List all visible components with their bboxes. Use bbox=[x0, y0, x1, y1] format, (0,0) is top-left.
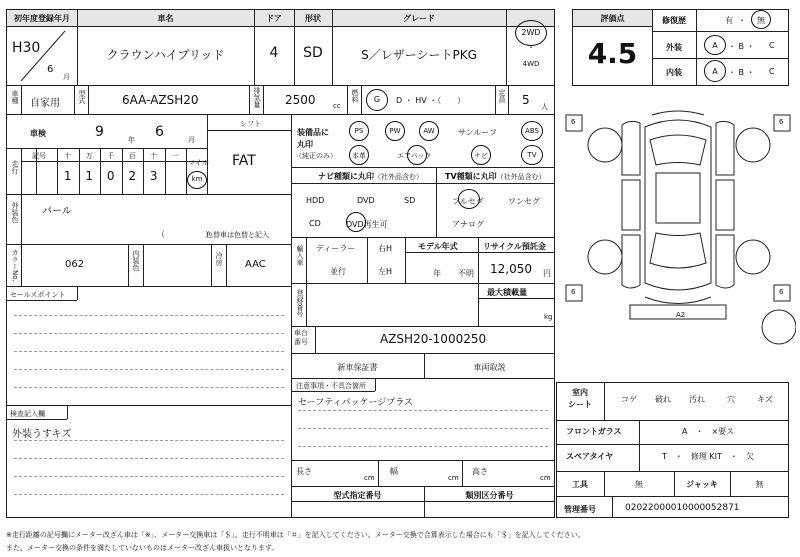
fuel-g: G bbox=[373, 95, 381, 104]
mileage-digit: 1 bbox=[63, 169, 72, 183]
mileage-unit-label: 一 bbox=[171, 152, 179, 160]
equipment-label1: 装備品に bbox=[297, 128, 329, 137]
model-year-label: モデル年式 bbox=[418, 242, 458, 251]
color-label: 外装色 bbox=[11, 202, 19, 223]
navi-sd: SD bbox=[404, 196, 416, 205]
color-value: パール bbox=[42, 206, 72, 217]
shape-value: SD bbox=[303, 45, 323, 61]
notes-value: セーフティパッケージプラス bbox=[298, 398, 414, 408]
equip-navi: ナビ bbox=[474, 152, 488, 160]
usage-value: 自家用 bbox=[30, 98, 60, 109]
reg-no-label: 登録番号 bbox=[296, 289, 304, 317]
score-value: 4.5 bbox=[587, 37, 638, 70]
import-left-h: 左H bbox=[378, 267, 393, 276]
windshield-value: A ・ ×要ス bbox=[682, 427, 735, 436]
interior-c: C bbox=[769, 67, 775, 76]
type-category-label: 類別区分番号 bbox=[465, 491, 514, 500]
reg-month: 6 bbox=[47, 64, 54, 75]
import-dealer: ディーラー bbox=[316, 244, 356, 253]
chassis-value: AZSH20-1000250 bbox=[380, 332, 487, 346]
mileage-sign-label: 記号 bbox=[32, 152, 46, 160]
color-note: 色替車は色替と記入 bbox=[206, 231, 269, 239]
door-label: ドア bbox=[266, 13, 282, 23]
tv-analog: アナログ bbox=[452, 220, 484, 229]
car-name-header bbox=[77, 10, 254, 27]
max-load-label: 最大積載量 bbox=[487, 288, 527, 297]
inspection-month: 6 bbox=[155, 124, 164, 140]
car-damage-diagram bbox=[560, 105, 796, 370]
chassis-label: 車台番号 bbox=[294, 329, 308, 346]
mileage-km: km bbox=[191, 175, 203, 183]
diagram-six-fr: 6 bbox=[779, 118, 784, 126]
tools-value: 無 bbox=[635, 480, 643, 489]
dims-width-label: 幅 bbox=[390, 467, 398, 476]
drive-dot: ・ bbox=[527, 43, 535, 52]
color-note-paren: （ ） bbox=[157, 230, 213, 239]
seat-item: 破れ bbox=[655, 395, 671, 404]
repair-no: 無 bbox=[757, 16, 765, 25]
drive-4wd: 4WD bbox=[522, 60, 540, 68]
usage-label: 車種 bbox=[11, 90, 19, 104]
mileage-digit: 1 bbox=[85, 169, 94, 183]
dims-height-label: 高さ bbox=[472, 467, 488, 476]
equip-leather: 本革 bbox=[352, 152, 366, 160]
vehicle-manual: 車両取説 bbox=[473, 363, 506, 372]
inspector-value: 外装うすキズ bbox=[12, 429, 72, 440]
model-year-unit: 年 bbox=[433, 269, 441, 278]
reg-label: 初年度登録年月 bbox=[14, 13, 70, 23]
exterior-label: 外装 bbox=[666, 43, 682, 52]
score-header bbox=[573, 10, 652, 27]
dims-length-label: 長さ bbox=[296, 467, 312, 476]
notes-label: 注意事項・不具合箇所 bbox=[296, 382, 366, 390]
shift-value: FAT bbox=[232, 153, 256, 169]
capacity-label: 定員 bbox=[498, 89, 506, 103]
tv-type-label: TV種類に丸印（社外品含む） bbox=[445, 172, 546, 181]
import-right-h: 右H bbox=[378, 244, 393, 253]
grade-value: S／レザーシートPKG bbox=[361, 48, 477, 62]
spare-label: スペアタイヤ bbox=[566, 452, 614, 461]
interior-a: A bbox=[712, 67, 718, 76]
footer-line1: ※走行距離の記号欄にメーター改ざん車は「※」、メーター交換車は「＄」、走行不明車は「＃」を記入してください。メーター交換で合算表示した場合にも「＄」を記入してください。 bbox=[6, 531, 585, 539]
navi-dvd: DVD bbox=[357, 196, 375, 205]
interior-label: 内装 bbox=[666, 68, 682, 77]
seat-item: キズ bbox=[757, 395, 773, 404]
mileage-mile-label: マイル bbox=[188, 159, 209, 167]
inspection-month-unit: 月 bbox=[188, 136, 195, 144]
tools-label: 工具 bbox=[572, 480, 588, 489]
mileage-unit-label: 万 bbox=[85, 152, 93, 160]
capacity-unit: 人 bbox=[541, 103, 548, 111]
new-car-warranty: 新車保証書 bbox=[337, 363, 378, 372]
mileage-label: 走行 bbox=[11, 160, 19, 174]
tv-oneseg: ワンセグ bbox=[508, 197, 540, 206]
mgmt-value: 02022000010000052871 bbox=[625, 503, 740, 513]
type-designation-label: 型式指定番号 bbox=[333, 491, 382, 500]
repair-label: 修復歴 bbox=[662, 16, 686, 25]
equipment-label2: 丸印 bbox=[297, 140, 313, 149]
mileage-unit-label: 十 bbox=[150, 152, 158, 160]
mileage-unit-label: 千 bbox=[107, 152, 115, 160]
color-no-label: カラーNo. bbox=[11, 249, 19, 282]
equip-abs: ABS bbox=[525, 127, 539, 135]
exterior-c: C bbox=[769, 41, 775, 50]
inspector-label: 検査記入欄 bbox=[10, 410, 45, 418]
capacity-value: 5 bbox=[522, 93, 530, 107]
diagram-mark-a2: A2 bbox=[676, 311, 686, 319]
repair-dot: ・ bbox=[738, 16, 746, 25]
jack-value: 無 bbox=[755, 480, 764, 489]
interior-b: ・ B ・ bbox=[728, 68, 755, 77]
drive-2wd: 2WD bbox=[521, 28, 541, 37]
equip-aw: AW bbox=[423, 127, 435, 135]
spare-value: T ・ 修理 KIT ・ 欠 bbox=[662, 452, 754, 461]
grade-label: グレード bbox=[403, 13, 435, 23]
seat-item: コゲ bbox=[621, 395, 637, 404]
tv-fullseg: フルセグ bbox=[452, 197, 484, 206]
sales-point-label: セールスポイント bbox=[10, 291, 66, 299]
ac-label: 冷房 bbox=[215, 252, 223, 266]
score-label: 評価点 bbox=[600, 13, 625, 23]
dims-width-unit: cm bbox=[448, 474, 459, 482]
recycle-label: リサイクル預託金 bbox=[483, 242, 546, 251]
shape-header bbox=[294, 10, 332, 27]
equip-pw: PW bbox=[389, 127, 401, 135]
inspection-year: 9 bbox=[95, 124, 104, 140]
navi-hdd: HDD bbox=[306, 196, 325, 205]
recycle-unit: 円 bbox=[543, 269, 551, 278]
color-no-value: 062 bbox=[65, 259, 85, 270]
exterior-b: ・ B ・ bbox=[728, 42, 755, 51]
recycle-value: 12,050 bbox=[490, 262, 532, 276]
navi-type-label: ナビ種類に丸印（社外品含む） bbox=[318, 172, 423, 181]
exterior-a: A bbox=[712, 41, 718, 50]
diagram-six-rl: 6 bbox=[571, 288, 576, 296]
inspection-year-unit: 年 bbox=[128, 136, 135, 144]
dims-length-unit: cm bbox=[364, 474, 375, 482]
fuel-label: 燃料 bbox=[351, 89, 359, 103]
navi-cd: CD bbox=[309, 219, 321, 228]
jack-label: ジャッキ bbox=[686, 480, 718, 489]
mgmt-label: 管理番号 bbox=[564, 505, 596, 514]
equip-sunroof: サンルーフ bbox=[458, 128, 497, 137]
mileage-unit-label: 百 bbox=[128, 152, 136, 160]
seat-label1: 室内 bbox=[572, 388, 588, 397]
equipment-label3: （純正のみ） bbox=[295, 152, 337, 160]
model-value: 6AA-AZSH20 bbox=[122, 93, 199, 107]
car-name-label: 車名 bbox=[157, 13, 174, 23]
grade-header bbox=[332, 10, 506, 27]
reg-header bbox=[7, 10, 77, 27]
seat-item: 汚れ bbox=[689, 395, 705, 404]
interior-color-label: 内装色 bbox=[132, 250, 140, 271]
reg-era-year: H30 bbox=[12, 40, 41, 56]
dims-height-unit: cm bbox=[540, 474, 551, 482]
import-parallel: 並行 bbox=[330, 267, 346, 276]
windshield-label: フロントガラス bbox=[566, 427, 622, 436]
model-year-unknown: 不明 bbox=[458, 269, 474, 278]
inspection-label: 車検 bbox=[30, 129, 46, 138]
repair-yes: 有 bbox=[725, 16, 733, 25]
mileage-digit: 3 bbox=[149, 169, 158, 183]
shape-label: 形状 bbox=[305, 13, 321, 23]
mileage-unit-label: 十 bbox=[64, 152, 72, 160]
shift-label: シフト bbox=[240, 120, 261, 128]
import-label: 輸入車 bbox=[296, 245, 304, 266]
seat-item: 穴 bbox=[727, 395, 735, 404]
reg-month-unit: 月 bbox=[63, 73, 70, 81]
displacement-value: 2500 bbox=[285, 93, 316, 107]
footer-line2: また、メーター交換の条件を満たしていないものはメーター改ざん車扱いとなります。 bbox=[6, 544, 279, 552]
mileage-digit: 2 bbox=[128, 169, 137, 183]
displacement-unit: cc bbox=[333, 102, 341, 110]
diagram-six-rr: 6 bbox=[779, 288, 784, 296]
model-label: 型式 bbox=[78, 90, 86, 104]
mileage-digit: 0 bbox=[106, 169, 115, 183]
car-name-value: クラウンハイブリッド bbox=[106, 48, 225, 62]
equip-ps: PS bbox=[354, 127, 364, 135]
equip-tv: TV bbox=[527, 151, 537, 159]
seat-label2: シート bbox=[568, 400, 592, 409]
diagram-six-fl: 6 bbox=[571, 118, 576, 126]
fuel-options: D ・ HV ・（ ） bbox=[396, 96, 466, 105]
displacement-label: 排気量 bbox=[253, 87, 261, 108]
ac-value: AAC bbox=[245, 259, 266, 270]
door-header bbox=[254, 10, 294, 27]
max-load-unit: kg bbox=[544, 313, 553, 321]
door-value: 4 bbox=[269, 45, 279, 61]
equip-airbag: エアバック bbox=[397, 152, 432, 160]
navi-dvd-play: DVD再生可 bbox=[346, 220, 388, 229]
